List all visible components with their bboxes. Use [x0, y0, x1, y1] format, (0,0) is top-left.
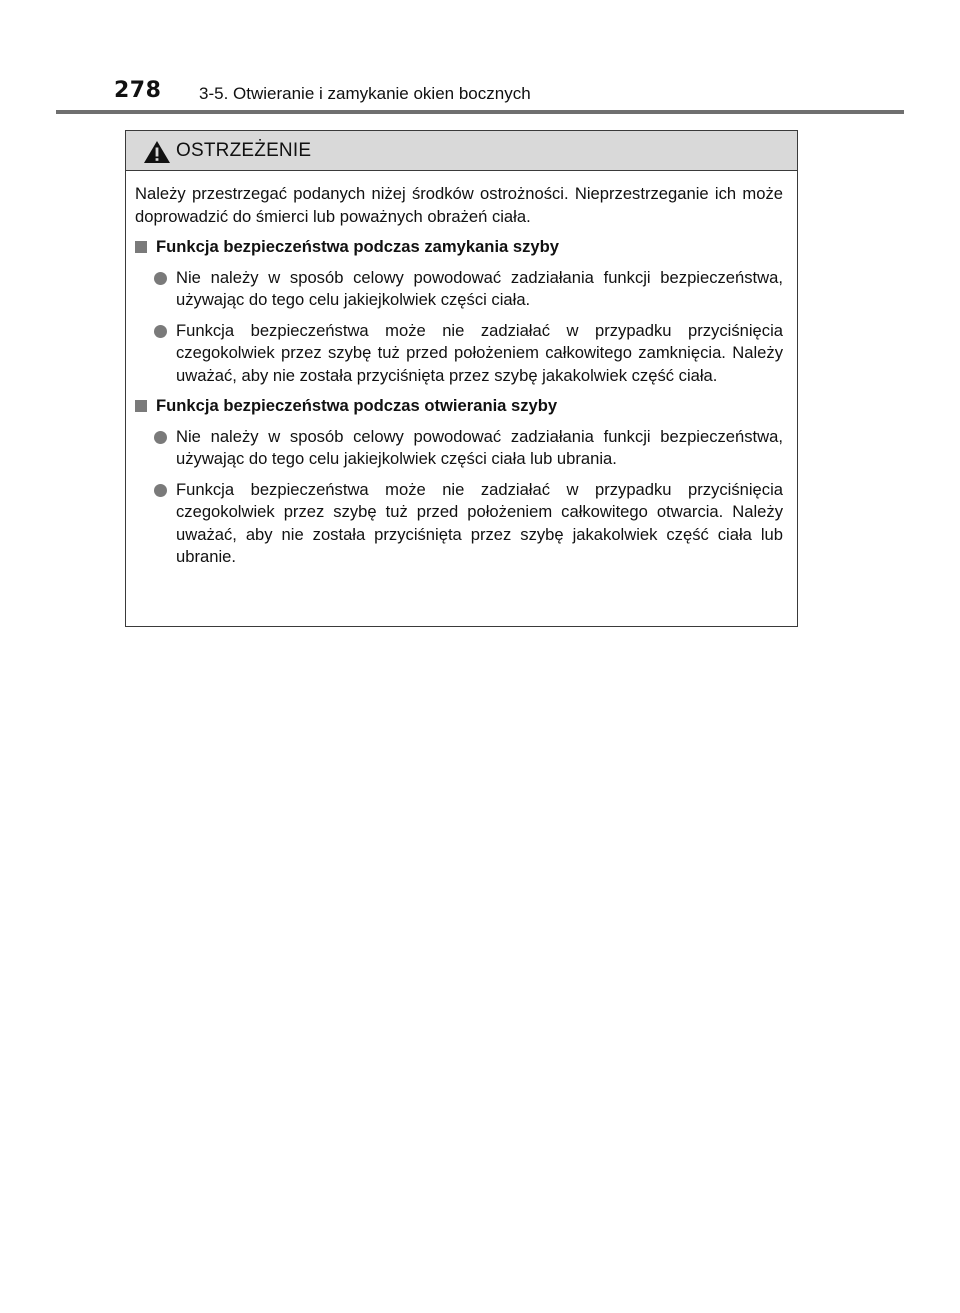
page-number: 278: [114, 78, 162, 103]
square-bullet-icon: [135, 241, 147, 253]
closing-items-list: [135, 267, 783, 388]
section-heading-opening: [135, 395, 783, 418]
list-item-text: Nie należy w sposób celowy powodować zadziałania funkcji bezpieczeństwa, używając do tego celu jakiejkolwiek części ciała.: [176, 267, 783, 309]
section-heading-text: Funkcja bezpieczeństwa podczas zamykania szyby: [156, 237, 560, 256]
list-item-text: Funkcja bezpieczeństwa może nie zadziałać w przypadku przyciśnięcia czegokolwiek przez szybę tuż przed położeniem całkowitego zamknięcia. Należy uważać, aby nie została przyciśnięta przez szybę jakakolwiek część ciała.: [176, 320, 783, 385]
list-item: [135, 267, 783, 312]
square-bullet-icon: [135, 400, 147, 412]
circle-bullet-icon: [154, 325, 167, 338]
list-item: [135, 320, 783, 388]
list-item-text: Funkcja bezpieczeństwa może nie zadziałać w przypadku przyciśnięcia czegokolwiek przez szybę tuż przed położeniem całkowitego otwarcia. Należy uważać, aby nie została przyciśnięta przez szybę jakakolwiek część ciała lub ubranie.: [176, 479, 783, 566]
header-rule: [56, 110, 904, 114]
opening-items-list: [135, 426, 783, 569]
warning-box: [125, 130, 798, 627]
page-header: [0, 0, 960, 120]
warning-header: [126, 131, 797, 171]
section-title: 3-5. Otwieranie i zamykanie okien bocznych: [199, 84, 531, 103]
circle-bullet-icon: [154, 484, 167, 497]
warning-title: OSTRZEŻENIE: [176, 140, 312, 161]
list-item: [135, 479, 783, 569]
circle-bullet-icon: [154, 431, 167, 444]
list-item: [135, 426, 783, 471]
warning-triangle-icon: [143, 140, 171, 164]
list-item-text: Nie należy w sposób celowy powodować zadziałania funkcji bezpieczeństwa, używając do tego celu jakiejkolwiek części ciała lub ubrania.: [176, 426, 783, 468]
section-heading-text: Funkcja bezpieczeństwa podczas otwierania szyby: [156, 396, 558, 415]
warning-body: [126, 171, 797, 569]
circle-bullet-icon: [154, 272, 167, 285]
section-heading-closing: [135, 236, 783, 259]
warning-intro: Należy przestrzegać podanych niżej środków ostrożności. Nieprzestrzeganie ich może doprowadzić do śmierci lub poważnych obrażeń ciała.: [135, 184, 783, 226]
